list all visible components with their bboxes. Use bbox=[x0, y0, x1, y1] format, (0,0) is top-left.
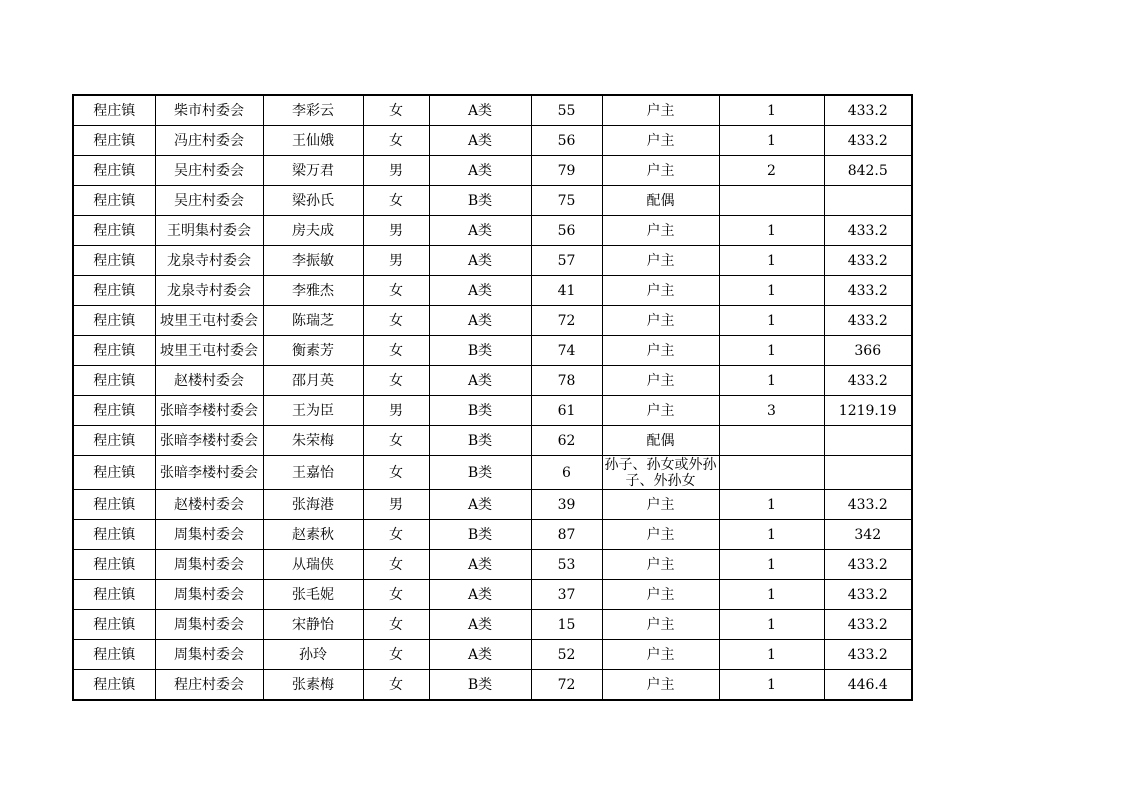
amount-cell: 433.2 bbox=[824, 95, 912, 126]
household-size-cell bbox=[719, 426, 824, 456]
table-row bbox=[73, 580, 912, 610]
table-row bbox=[73, 490, 912, 520]
household-size-cell: 1 bbox=[719, 610, 824, 640]
age-cell: 72 bbox=[531, 670, 602, 701]
name-cell: 朱荣梅 bbox=[263, 426, 363, 456]
age-cell: 72 bbox=[531, 306, 602, 336]
category-cell: B类 bbox=[429, 396, 531, 426]
table-row bbox=[73, 336, 912, 366]
village-cell: 坡里王屯村委会 bbox=[155, 336, 263, 366]
relation-cell: 户主 bbox=[602, 550, 719, 580]
town-cell: 程庄镇 bbox=[73, 156, 155, 186]
gender-cell: 女 bbox=[363, 306, 429, 336]
town-cell: 程庄镇 bbox=[73, 456, 155, 490]
gender-cell: 女 bbox=[363, 550, 429, 580]
table-row bbox=[73, 520, 912, 550]
category-cell: B类 bbox=[429, 456, 531, 490]
village-cell: 冯庄村委会 bbox=[155, 126, 263, 156]
gender-cell: 男 bbox=[363, 216, 429, 246]
town-cell: 程庄镇 bbox=[73, 520, 155, 550]
town-cell: 程庄镇 bbox=[73, 306, 155, 336]
household-size-cell bbox=[719, 456, 824, 490]
category-cell: B类 bbox=[429, 520, 531, 550]
name-cell: 邵月英 bbox=[263, 366, 363, 396]
household-size-cell: 3 bbox=[719, 396, 824, 426]
name-cell: 宋静怡 bbox=[263, 610, 363, 640]
table-row bbox=[73, 276, 912, 306]
age-cell: 61 bbox=[531, 396, 602, 426]
data-table bbox=[72, 94, 913, 701]
household-size-cell: 1 bbox=[719, 366, 824, 396]
relation-cell: 孙子、孙女或外孙子、外孙女 bbox=[602, 456, 719, 490]
town-cell: 程庄镇 bbox=[73, 366, 155, 396]
amount-cell: 433.2 bbox=[824, 246, 912, 276]
village-cell: 周集村委会 bbox=[155, 550, 263, 580]
household-size-cell: 1 bbox=[719, 95, 824, 126]
gender-cell: 男 bbox=[363, 396, 429, 426]
village-cell: 周集村委会 bbox=[155, 610, 263, 640]
household-size-cell: 1 bbox=[719, 580, 824, 610]
table-row bbox=[73, 186, 912, 216]
category-cell: B类 bbox=[429, 670, 531, 701]
name-cell: 王仙娥 bbox=[263, 126, 363, 156]
amount-cell: 433.2 bbox=[824, 126, 912, 156]
household-size-cell: 1 bbox=[719, 670, 824, 701]
category-cell: A类 bbox=[429, 276, 531, 306]
town-cell: 程庄镇 bbox=[73, 246, 155, 276]
gender-cell: 女 bbox=[363, 640, 429, 670]
table-row bbox=[73, 640, 912, 670]
village-cell: 张暗李楼村委会 bbox=[155, 396, 263, 426]
relation-cell: 户主 bbox=[602, 610, 719, 640]
relation-cell: 户主 bbox=[602, 156, 719, 186]
amount-cell: 366 bbox=[824, 336, 912, 366]
town-cell: 程庄镇 bbox=[73, 396, 155, 426]
town-cell: 程庄镇 bbox=[73, 426, 155, 456]
name-cell: 孙玲 bbox=[263, 640, 363, 670]
gender-cell: 女 bbox=[363, 276, 429, 306]
town-cell: 程庄镇 bbox=[73, 490, 155, 520]
amount-cell: 342 bbox=[824, 520, 912, 550]
age-cell: 39 bbox=[531, 490, 602, 520]
name-cell: 李彩云 bbox=[263, 95, 363, 126]
village-cell: 周集村委会 bbox=[155, 580, 263, 610]
household-size-cell: 1 bbox=[719, 306, 824, 336]
table-row bbox=[73, 126, 912, 156]
amount-cell: 433.2 bbox=[824, 216, 912, 246]
age-cell: 56 bbox=[531, 126, 602, 156]
gender-cell: 女 bbox=[363, 520, 429, 550]
town-cell: 程庄镇 bbox=[73, 276, 155, 306]
name-cell: 赵素秋 bbox=[263, 520, 363, 550]
name-cell: 房夫成 bbox=[263, 216, 363, 246]
gender-cell: 女 bbox=[363, 366, 429, 396]
category-cell: A类 bbox=[429, 550, 531, 580]
amount-cell: 433.2 bbox=[824, 640, 912, 670]
village-cell: 坡里王屯村委会 bbox=[155, 306, 263, 336]
village-cell: 王明集村委会 bbox=[155, 216, 263, 246]
town-cell: 程庄镇 bbox=[73, 610, 155, 640]
name-cell: 李雅杰 bbox=[263, 276, 363, 306]
table-row bbox=[73, 610, 912, 640]
village-cell: 龙泉寺村委会 bbox=[155, 276, 263, 306]
gender-cell: 女 bbox=[363, 336, 429, 366]
village-cell: 周集村委会 bbox=[155, 520, 263, 550]
household-size-cell: 1 bbox=[719, 336, 824, 366]
table-row bbox=[73, 670, 912, 701]
relation-cell: 户主 bbox=[602, 366, 719, 396]
amount-cell bbox=[824, 426, 912, 456]
gender-cell: 女 bbox=[363, 456, 429, 490]
town-cell: 程庄镇 bbox=[73, 216, 155, 246]
category-cell: A类 bbox=[429, 216, 531, 246]
household-size-cell: 1 bbox=[719, 520, 824, 550]
category-cell: A类 bbox=[429, 580, 531, 610]
name-cell: 张海港 bbox=[263, 490, 363, 520]
village-cell: 赵楼村委会 bbox=[155, 490, 263, 520]
age-cell: 78 bbox=[531, 366, 602, 396]
relation-cell: 户主 bbox=[602, 95, 719, 126]
name-cell: 梁孙氏 bbox=[263, 186, 363, 216]
household-size-cell: 1 bbox=[719, 216, 824, 246]
gender-cell: 女 bbox=[363, 95, 429, 126]
gender-cell: 男 bbox=[363, 490, 429, 520]
household-size-cell: 1 bbox=[719, 126, 824, 156]
age-cell: 56 bbox=[531, 216, 602, 246]
relation-cell: 户主 bbox=[602, 126, 719, 156]
village-cell: 吴庄村委会 bbox=[155, 156, 263, 186]
gender-cell: 男 bbox=[363, 246, 429, 276]
age-cell: 37 bbox=[531, 580, 602, 610]
village-cell: 张暗李楼村委会 bbox=[155, 456, 263, 490]
amount-cell: 842.5 bbox=[824, 156, 912, 186]
table-body bbox=[73, 95, 912, 700]
age-cell: 79 bbox=[531, 156, 602, 186]
household-size-cell: 1 bbox=[719, 640, 824, 670]
age-cell: 6 bbox=[531, 456, 602, 490]
village-cell: 柴市村委会 bbox=[155, 95, 263, 126]
amount-cell bbox=[824, 186, 912, 216]
category-cell: B类 bbox=[429, 186, 531, 216]
category-cell: B类 bbox=[429, 426, 531, 456]
gender-cell: 女 bbox=[363, 186, 429, 216]
age-cell: 74 bbox=[531, 336, 602, 366]
relation-cell: 户主 bbox=[602, 216, 719, 246]
amount-cell bbox=[824, 456, 912, 490]
category-cell: A类 bbox=[429, 126, 531, 156]
town-cell: 程庄镇 bbox=[73, 670, 155, 701]
town-cell: 程庄镇 bbox=[73, 550, 155, 580]
age-cell: 52 bbox=[531, 640, 602, 670]
village-cell: 赵楼村委会 bbox=[155, 366, 263, 396]
town-cell: 程庄镇 bbox=[73, 336, 155, 366]
amount-cell: 433.2 bbox=[824, 580, 912, 610]
gender-cell: 女 bbox=[363, 580, 429, 610]
town-cell: 程庄镇 bbox=[73, 580, 155, 610]
category-cell: A类 bbox=[429, 610, 531, 640]
name-cell: 李振敏 bbox=[263, 246, 363, 276]
relation-cell: 户主 bbox=[602, 246, 719, 276]
amount-cell: 433.2 bbox=[824, 550, 912, 580]
relation-cell: 配偶 bbox=[602, 186, 719, 216]
category-cell: A类 bbox=[429, 246, 531, 276]
table-row bbox=[73, 396, 912, 426]
category-cell: A类 bbox=[429, 490, 531, 520]
household-size-cell bbox=[719, 186, 824, 216]
relation-cell: 户主 bbox=[602, 490, 719, 520]
name-cell: 梁万君 bbox=[263, 156, 363, 186]
age-cell: 87 bbox=[531, 520, 602, 550]
name-cell: 衡素芳 bbox=[263, 336, 363, 366]
table-row bbox=[73, 306, 912, 336]
amount-cell: 433.2 bbox=[824, 610, 912, 640]
town-cell: 程庄镇 bbox=[73, 186, 155, 216]
relation-cell: 户主 bbox=[602, 640, 719, 670]
gender-cell: 女 bbox=[363, 670, 429, 701]
name-cell: 王为臣 bbox=[263, 396, 363, 426]
category-cell: A类 bbox=[429, 640, 531, 670]
category-cell: A类 bbox=[429, 306, 531, 336]
name-cell: 陈瑞芝 bbox=[263, 306, 363, 336]
name-cell: 王嘉怡 bbox=[263, 456, 363, 490]
town-cell: 程庄镇 bbox=[73, 126, 155, 156]
amount-cell: 433.2 bbox=[824, 306, 912, 336]
relation-cell: 户主 bbox=[602, 396, 719, 426]
category-cell: A类 bbox=[429, 366, 531, 396]
relation-cell: 户主 bbox=[602, 670, 719, 701]
relation-cell: 户主 bbox=[602, 276, 719, 306]
town-cell: 程庄镇 bbox=[73, 95, 155, 126]
amount-cell: 433.2 bbox=[824, 490, 912, 520]
table-row bbox=[73, 156, 912, 186]
amount-cell: 433.2 bbox=[824, 366, 912, 396]
relation-cell: 户主 bbox=[602, 336, 719, 366]
age-cell: 15 bbox=[531, 610, 602, 640]
category-cell: B类 bbox=[429, 336, 531, 366]
gender-cell: 男 bbox=[363, 156, 429, 186]
category-cell: A类 bbox=[429, 156, 531, 186]
household-size-cell: 2 bbox=[719, 156, 824, 186]
amount-cell: 1219.19 bbox=[824, 396, 912, 426]
name-cell: 张毛妮 bbox=[263, 580, 363, 610]
age-cell: 75 bbox=[531, 186, 602, 216]
table-row bbox=[73, 95, 912, 126]
table-row bbox=[73, 366, 912, 396]
household-size-cell: 1 bbox=[719, 246, 824, 276]
age-cell: 41 bbox=[531, 276, 602, 306]
table-row bbox=[73, 216, 912, 246]
table-row bbox=[73, 550, 912, 580]
relation-cell: 户主 bbox=[602, 520, 719, 550]
category-cell: A类 bbox=[429, 95, 531, 126]
age-cell: 53 bbox=[531, 550, 602, 580]
amount-cell: 433.2 bbox=[824, 276, 912, 306]
village-cell: 龙泉寺村委会 bbox=[155, 246, 263, 276]
village-cell: 程庄村委会 bbox=[155, 670, 263, 701]
town-cell: 程庄镇 bbox=[73, 640, 155, 670]
household-size-cell: 1 bbox=[719, 490, 824, 520]
household-size-cell: 1 bbox=[719, 276, 824, 306]
village-cell: 张暗李楼村委会 bbox=[155, 426, 263, 456]
age-cell: 55 bbox=[531, 95, 602, 126]
gender-cell: 女 bbox=[363, 126, 429, 156]
amount-cell: 446.4 bbox=[824, 670, 912, 701]
name-cell: 张素梅 bbox=[263, 670, 363, 701]
gender-cell: 女 bbox=[363, 426, 429, 456]
village-cell: 周集村委会 bbox=[155, 640, 263, 670]
age-cell: 57 bbox=[531, 246, 602, 276]
name-cell: 从瑞侠 bbox=[263, 550, 363, 580]
relation-cell: 户主 bbox=[602, 580, 719, 610]
table-row bbox=[73, 426, 912, 456]
household-size-cell: 1 bbox=[719, 550, 824, 580]
gender-cell: 女 bbox=[363, 610, 429, 640]
village-cell: 吴庄村委会 bbox=[155, 186, 263, 216]
table-row bbox=[73, 246, 912, 276]
relation-cell: 户主 bbox=[602, 306, 719, 336]
table-row bbox=[73, 456, 912, 490]
relation-cell: 配偶 bbox=[602, 426, 719, 456]
age-cell: 62 bbox=[531, 426, 602, 456]
